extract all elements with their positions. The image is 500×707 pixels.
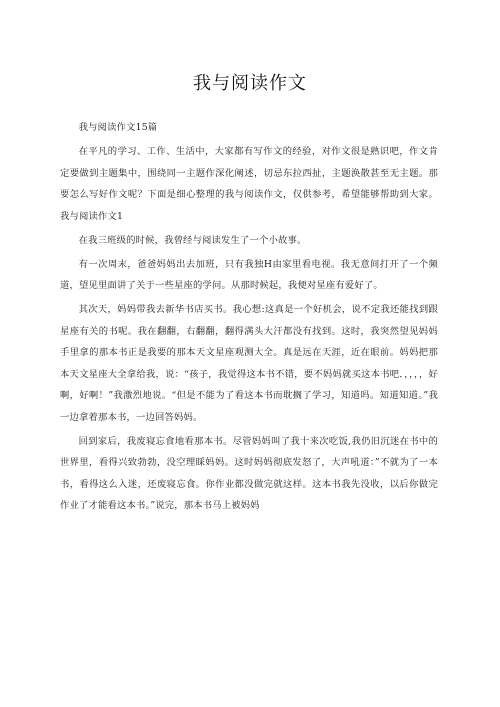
paragraph: 有一次周末，爸爸妈妈出去加班，只有我独H由家里看电视。我无意间打开了一个频道，望见里面讲了关于一些星座的学问。从那时候起，我便对星座有爱好了。 [60, 258, 438, 291]
paragraph: 我与阅读作文15篇 [78, 122, 158, 133]
paragraph: 其次天，妈妈带我去新华书店买书。我心想:这真是一个好机会，说不定我还能找到跟星座有关的书呢。我在翻翻，右翻翻，翻得满头大汗都没有找到。这时，我突然望见妈妈手里拿的那本书正是我要的那本天文星座观测大全。真是远在天涯，近在眼前。妈妈把那本天文星座大全拿给我，说：“孩子，我觉得这本书不错，要不妈妈就买这本书吧．，，，，好啊，好啊！”我激烈地说。“但是不能为了看这本书而耽搁了学习，知道吗。知道知道。”我一边拿着那本书，一边回答妈妈。 [60, 304, 438, 423]
document-title: 我与阅读作文 [193, 73, 307, 94]
paragraph: 回到家后，我废寝忘食地看那本书。尽管妈妈叫了我十来次吃饭,我仍旧沉迷在书中的世界里，看得兴致勃勃，没空理睬妈妈。这时妈妈彻底发怒了，大声吼道：”不就为了一本书，看得这么入迷，还废寝忘食。你作业都没做完就这样。这本书我先没收，以后你做完作业了才能看这本书。”说完，那本书马上被妈妈 [60, 435, 438, 511]
document-body [60, 117, 438, 519]
paragraph: 在平凡的学习、工作、生活中，大家都有写作文的经验，对作文很是熟识吧，作文肯定要做到主题集中，围绕同一主题作深化阐述，切忌东拉西扯，主题涣散甚至无主题。那要怎么写好作文呢？下面是细心整理的我与阅读作文，仅供参考，希望能够帮助到大家。我与阅读作文1 [60, 146, 438, 222]
paragraph: 在我三班级的时候，我曾经与阅读发生了一个小故事。 [78, 234, 307, 246]
